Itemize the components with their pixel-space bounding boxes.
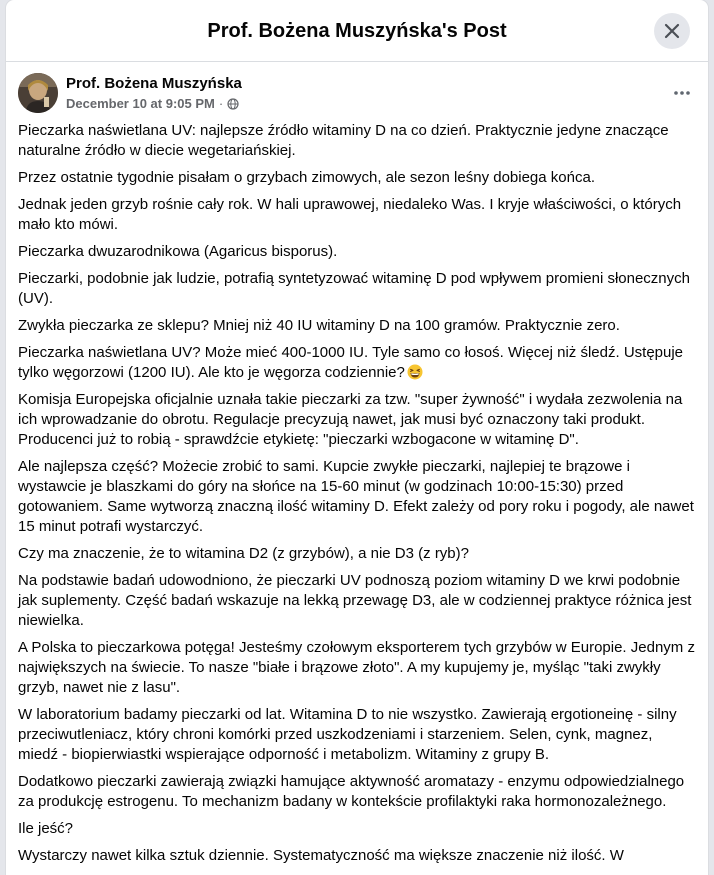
meta-separator: · (218, 96, 224, 111)
post-paragraph (18, 343, 696, 383)
post-paragraph: Czy ma znaczenie, że to witamina D2 (z grzybów), a nie D3 (z ryb)? (18, 545, 469, 562)
post-paragraph: A Polska to pieczarkowa potęga! Jesteśmy czołowym eksporterem tych grzybów w Europie. Jednym z największych na świecie. To nasze "białe i brązowe złoto". A my kupujemy je, myśląc "taki zwykły grzyb, nawet nie z lasu". (18, 639, 695, 696)
post-paragraph: Ile jeść? (18, 820, 74, 837)
grinning-squinting-face-emoji (407, 364, 423, 380)
more-options-button[interactable] (666, 77, 698, 109)
post-header (18, 73, 698, 115)
post-paragraph: Pieczarka naświetlana UV: najlepsze źródło witaminy D na co dzień. Praktycznie jedyne znaczące naturalne źródło w diecie wegetariańskiej. (18, 122, 669, 159)
post-paragraph: Ale najlepsza część? Możecie zrobić to sami. Kupcie zwykłe pieczarki, najlepiej te brązowe i wystawcie je blaszkami do góry na słońce na 15-60 minut (w godzinach 10:00-15:30) przed gotowaniem. Same wytworzą znaczną ilość witaminy D. Efekt zależy od pory roku i pogody, ale nawet 15 minut potrafi wystarczyć. (18, 458, 694, 535)
post-paragraph: Wystarczy nawet kilka sztuk dziennie. Systematyczność ma większe znaczenie niż ilość. W (18, 847, 624, 864)
paragraph-text: Pieczarka naświetlana UV? Może mieć 400-1000 IU. Tyle samo co łosoś. Więcej niż śledź. Ustępuje tylko węgorzowi (1200 IU). Ale kto je węgorza codziennie? (18, 344, 684, 381)
author-name[interactable]: Prof. Bożena Muszyńska (66, 75, 242, 92)
avatar[interactable] (18, 73, 58, 113)
post-paragraph: Pieczarki, podobnie jak ludzie, potrafią syntetyzować witaminę D pod wpływem promieni słonecznych (UV). (18, 270, 690, 307)
dialog-title: Prof. Bożena Muszyńska's Post (207, 20, 507, 42)
post-paragraph: Na podstawie badań udowodniono, że pieczarki UV podnoszą poziom witaminy D we krwi podobnie jak suplementy. Część badań wskazuje na lekką przewagę D3, ale w codziennej praktyce różnica jest niewielka. (18, 572, 692, 629)
close-icon (662, 21, 682, 41)
post-text (18, 121, 696, 873)
close-button[interactable] (654, 13, 690, 49)
dialog-header (6, 0, 708, 62)
post-dialog (6, 0, 708, 875)
post-paragraph: Zwykła pieczarka ze sklepu? Mniej niż 40 IU witaminy D na 100 gramów. Praktycznie zero. (18, 317, 620, 334)
post-paragraph: W laboratorium badamy pieczarki od lat. Witamina D to nie wszystko. Zawierają ergotioneinę - silny przeciwutleniacz, który chroni komórki przed uszkodzeniami i starzeniem. Selen, cynk, magnez, miedź - biopierwiastki wspierające odporność i metabolizm. Witaminy z grupy B. (18, 706, 677, 763)
post-meta (66, 96, 239, 112)
post-paragraph: Dodatkowo pieczarki zawierają związki hamujące aktywność aromatazy - enzymu odpowiedzialnego za produkcję estrogenu. To mechanizm badany w kontekście profilaktyki raka hormonozależnego. (18, 773, 685, 810)
author-photo (18, 73, 58, 113)
post-date[interactable]: December 10 at 9:05 PM (66, 96, 215, 111)
more-horizontal-icon (672, 83, 692, 103)
post-paragraph: Komisja Europejska oficjalnie uznała takie pieczarki za tzw. "super żywność" i wydała zezwolenia na ich wprowadzanie do obrotu. Regulacje precyzują nawet, jak musi być oznaczony taki produkt. Producenci już to robią - sprawdźcie etykietę: "pieczarki wzbogacone w witaminę D". (18, 391, 683, 448)
post-paragraph: Jednak jeden grzyb rośnie cały rok. W hali uprawowej, niedaleko Was. I kryje właściwości, o których mało kto mówi. (18, 196, 682, 233)
post-paragraph: Przez ostatnie tygodnie pisałam o grzybach zimowych, ale sezon leśny dobiega końca. (18, 169, 595, 186)
post-paragraph: Pieczarka dwuzarodnikowa (Agaricus bisporus). (18, 243, 338, 260)
globe-icon (227, 98, 239, 110)
